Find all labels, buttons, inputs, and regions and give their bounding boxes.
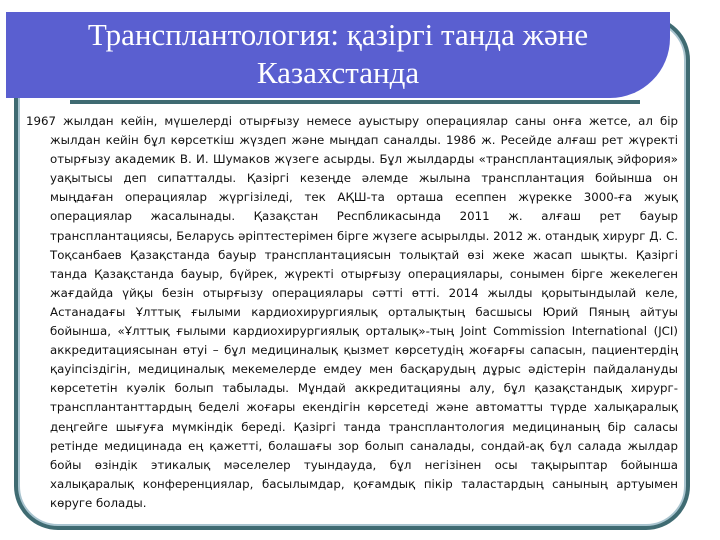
title-underline [70, 100, 640, 104]
slide-title [6, 16, 670, 92]
slide-title-line-1: Трансплантология: қазіргі танда және [87, 17, 589, 52]
slide-body-text: 1967 жылдан кейін, мүшелерді отырғызу немесе ауыстыру операциялар саны онға жетсе, ал бір жылдан кейін бұл көрсеткіш жүздеп және мыңдап саналды. 1986 ж. Ресейде алғаш рет жүректі отырғызу академик В. И. Шумаков жүзеге асырды. Бұл жылдарды «трансплантациялық эйфория» уақытысы деп сипатталды. Қазіргі кезеңде әлемде жылына трансплантация бойынша он мыңдаған операциялар жүргізіледі, тек АҚШ-та орташа есеппен жүрекке 3000-ға жуық операциялар жасалынады. Қазақстан Респбликасында 2011 ж. алғаш рет бауыр трансплантациясы, Беларусь әріптестерімен бірге жүзеге асырылды. 2012 ж. отандық хирург Д. С. Тоқсанбаев Қазақстанда бауыр трансплантациясын толықтай өзі жеке жасап шықты. Қазіргі танда Қазақстанда бауыр, бүйрек, жүректі отырғызу операциялары, сонымен бірге жекелеген жағдайда үйқы безін отырғызу операциялары сәтті өтті. 2014 жылды қорытындылай келе, Астанадағы Ұлттық ғылыми кардиохирургиялық орталықтың басшысы Юрий Пяның айтуы бойынша, «Ұлттық ғылыми кардиохирургиялық орталық»-тың Joint Commission International (JCI) аккредитациясынан өтуі – бұл медициналық қызмет көрсетудің жоғарғы сапасын, пациентердің қауіпсіздігін, медициналық мекемелерде емдеу мен басқарудың дұрыс әдістерін пайдалануды көрсететін куәлік болып табылады. Мұндай аккредитацияны алу, бұл қазақстандық хирург-трансплантанттардың беделі жоғары екендігін көрсетеді және автоматты түрде халықаралық деңгейге шығуға мүмкіндік береді. Қазіргі танда трансплантология медицинаның бір саласы ретінде медицинада ең қажетті, болашағы зор болып саналады, сондай-ақ бұл салада жылдар бойы өзіндік этикалық мәселелер туындауда, бұл негізінен осы тақырыптар бойынша халықаралық конференциялар, басылымдар, қоғамдық пікір таластардың санының артуымен көруге болады. [26, 114, 678, 510]
slide-title-line-2: Казахстанда [256, 55, 420, 90]
